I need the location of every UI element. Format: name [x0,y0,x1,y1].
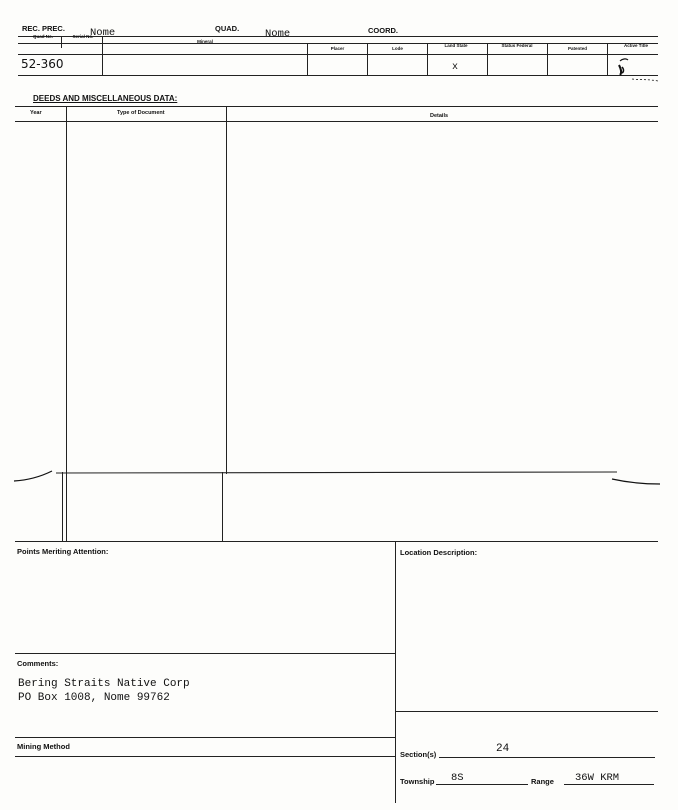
deeds-section-title: DEEDS AND MISCELLANEOUS DATA: [33,94,178,103]
col-type-of-document: Type of Document [117,110,165,116]
lower-center-divider [395,541,396,803]
col-quad-no: Quad No. [33,34,53,39]
claim-row-bottom-rule [18,75,658,76]
land-state-mark: x [452,62,459,73]
col-active-title: Active Title [624,43,648,48]
col-sep [102,36,103,76]
col-patented: Patented [567,46,587,51]
range-label: Range [531,777,554,786]
col-serial-no: Serial No. [72,34,94,39]
column-header-rule [18,43,658,44]
location-lower-rule [395,711,658,712]
col-sep [487,43,488,76]
mining-method-rule [15,737,395,738]
col-sep [61,36,62,48]
comments-line-2: PO Box 1008, Nome 99762 [18,692,170,704]
township-underline [436,784,528,785]
rec-prec-label: REC. PREC. [22,24,65,33]
col-lode: Lode [392,46,403,51]
col-mineral: Mineral [197,39,213,44]
section-value: 24 [496,743,510,755]
col-details: Details [430,113,449,119]
comments-rule [15,653,395,654]
col-sep [307,43,308,76]
range-underline [564,784,654,785]
quad-label: QUAD. [215,24,240,33]
location-description-label: Location Description: [400,548,478,557]
range-value: 36W KRM [575,772,620,784]
col-sep [547,43,548,76]
lower-section-rule [15,541,658,542]
section-label: Section(s) [400,750,437,759]
quad-serial-value: 52-360 [21,57,64,71]
header-rule [18,36,658,37]
col-year: Year [30,110,42,116]
comments-label: Comments: [17,659,59,668]
col-sep [607,43,608,76]
col-sep [367,43,368,76]
mining-method-label: Mining Method [17,742,70,751]
mining-method-bottom-rule [15,756,395,757]
rec-prec-value: Nome [90,27,116,39]
coord-label: COORD. [368,26,398,35]
section-underline [439,757,655,758]
comments-line-1: Bering Straits Native Corp [18,678,190,690]
deeds-header-top-rule [15,106,658,107]
col-sep [427,43,428,76]
deeds-header-bottom-rule [15,121,658,122]
cut-line-scribble [0,460,678,490]
township-value: 8S [451,772,464,784]
col-land-state: Land State [444,43,468,48]
township-label: Township [400,777,435,786]
col-placer: Placer [330,46,345,51]
column-header-bottom-rule [18,54,658,55]
col-status-federal: Status Federal [501,43,533,48]
deeds-col-sep [226,106,227,474]
active-title-scribble [612,55,660,85]
quad-value: Nome [265,28,291,40]
points-meriting-attention-label: Points Meriting Attention: [17,547,109,556]
